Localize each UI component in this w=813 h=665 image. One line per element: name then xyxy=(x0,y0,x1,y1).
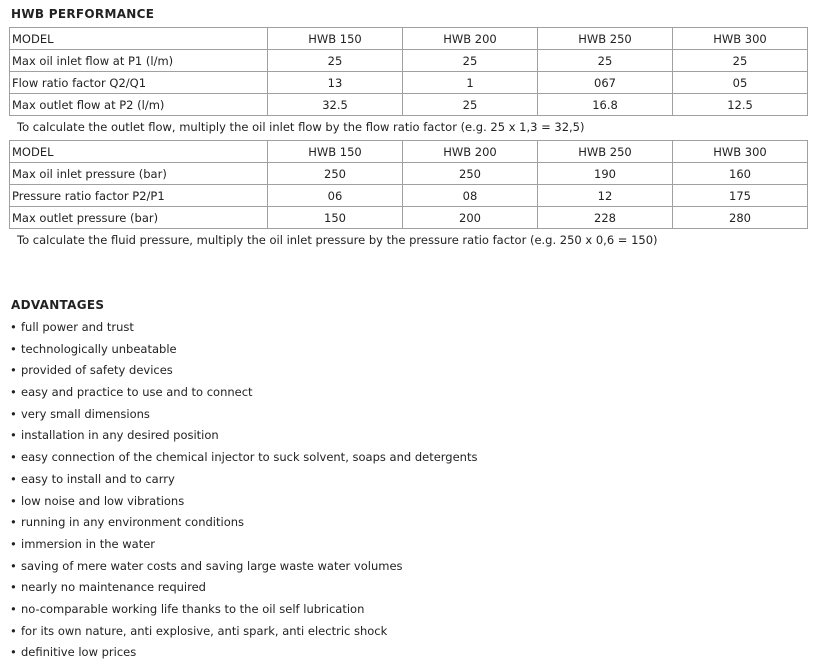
table-cell: 25 xyxy=(268,50,403,72)
table-cell: 06 xyxy=(268,185,403,207)
advantage-text: full power and trust xyxy=(21,320,134,334)
advantage-text: nearly no maintenance required xyxy=(21,580,206,595)
advantages-list xyxy=(10,318,477,665)
advantage-text: no-comparable working life thanks to the oil self lubrication xyxy=(21,601,365,616)
table-header-cell: HWB 150 xyxy=(268,141,403,163)
table-cell: 12.5 xyxy=(673,94,808,116)
table-cell: 067 xyxy=(538,72,673,94)
row-label: Max outlet pressure (bar) xyxy=(10,207,268,229)
row-label: Flow ratio factor Q2/Q1 xyxy=(10,72,268,94)
table-row xyxy=(10,185,808,207)
bullet-icon: • xyxy=(10,320,17,334)
table-cell: 08 xyxy=(403,185,538,207)
bullet-icon: • xyxy=(10,515,17,530)
bullet-icon: • xyxy=(10,493,17,508)
table-header-row xyxy=(10,28,808,50)
list-item xyxy=(10,513,477,535)
row-label: Pressure ratio factor P2/P1 xyxy=(10,185,268,207)
advantages-title: ADVANTAGES xyxy=(11,298,105,312)
list-item xyxy=(10,383,477,405)
table-cell: 25 xyxy=(403,94,538,116)
table-cell: 32.5 xyxy=(268,94,403,116)
table-cell: 25 xyxy=(538,50,673,72)
table-row xyxy=(10,50,808,72)
table-row xyxy=(10,94,808,116)
list-item xyxy=(10,643,477,665)
flow-table xyxy=(9,27,808,116)
table-cell: 175 xyxy=(673,185,808,207)
table-header-cell: HWB 300 xyxy=(673,28,808,50)
flow-note: To calculate the outlet flow, multiply the oil inlet flow by the flow ratio factor (e.g. 25 x 1,3 = 32,5) xyxy=(17,120,585,134)
table-cell: 190 xyxy=(538,163,673,185)
advantage-text: technologically unbeatable xyxy=(21,341,177,356)
advantage-text: installation in any desired position xyxy=(21,428,219,443)
table-header-cell: HWB 250 xyxy=(538,141,673,163)
table-header-cell: HWB 200 xyxy=(403,141,538,163)
table-cell: 150 xyxy=(268,207,403,229)
table-cell: 25 xyxy=(673,50,808,72)
advantage-text: very small dimensions xyxy=(21,406,150,421)
advantage-text: easy connection of the chemical injector to suck solvent, soaps and detergents xyxy=(21,450,478,465)
list-item xyxy=(10,557,477,579)
bullet-icon: • xyxy=(10,428,17,443)
bullet-icon: • xyxy=(10,536,17,551)
bullet-icon: • xyxy=(10,341,17,356)
list-item xyxy=(10,492,477,514)
table-cell: 228 xyxy=(538,207,673,229)
list-item xyxy=(10,535,477,557)
table-header-cell: MODEL xyxy=(10,28,268,50)
list-item xyxy=(10,448,477,470)
advantage-text: definitive low prices xyxy=(21,645,137,660)
table-header-cell: HWB 200 xyxy=(403,28,538,50)
bullet-icon: • xyxy=(10,450,17,465)
table-cell: 250 xyxy=(403,163,538,185)
bullet-icon: • xyxy=(10,580,17,595)
performance-title: HWB PERFORMANCE xyxy=(11,7,155,21)
bullet-icon: • xyxy=(10,385,17,400)
bullet-icon: • xyxy=(10,471,17,486)
list-item xyxy=(10,361,477,383)
table-cell: 13 xyxy=(268,72,403,94)
table-cell: 05 xyxy=(673,72,808,94)
bullet-icon: • xyxy=(10,601,17,616)
row-label: Max oil inlet flow at P1 (l/m) xyxy=(10,50,268,72)
table-header-row xyxy=(10,141,808,163)
pressure-table xyxy=(9,140,808,229)
table-header-cell: MODEL xyxy=(10,141,268,163)
table-cell: 1 xyxy=(403,72,538,94)
advantage-text: easy and practice to use and to connect xyxy=(21,385,253,400)
advantage-text: running in any environment conditions xyxy=(21,515,245,530)
table-header-cell: HWB 150 xyxy=(268,28,403,50)
list-item xyxy=(10,340,477,362)
table-row xyxy=(10,163,808,185)
advantage-text: saving of mere water costs and saving large waste water volumes xyxy=(21,558,403,573)
list-item xyxy=(10,426,477,448)
row-label: Max outlet flow at P2 (l/m) xyxy=(10,94,268,116)
advantage-text: low noise and low vibrations xyxy=(21,493,185,508)
advantage-text: provided of safety devices xyxy=(21,363,173,378)
table-cell: 25 xyxy=(403,50,538,72)
list-item xyxy=(10,622,477,644)
bullet-icon: • xyxy=(10,406,17,421)
table-row xyxy=(10,72,808,94)
table-cell: 160 xyxy=(673,163,808,185)
list-item xyxy=(10,405,477,427)
table-cell: 12 xyxy=(538,185,673,207)
table-cell: 250 xyxy=(268,163,403,185)
advantage-text: easy to install and to carry xyxy=(21,471,175,486)
bullet-icon: • xyxy=(10,623,17,638)
table-row xyxy=(10,207,808,229)
list-item xyxy=(10,600,477,622)
list-item xyxy=(10,318,477,340)
row-label: Max oil inlet pressure (bar) xyxy=(10,163,268,185)
table-cell: 200 xyxy=(403,207,538,229)
table-cell: 280 xyxy=(673,207,808,229)
list-item xyxy=(10,578,477,600)
bullet-icon: • xyxy=(10,558,17,573)
bullet-icon: • xyxy=(10,363,17,378)
advantage-text: immersion in the water xyxy=(21,536,156,551)
table-cell: 16.8 xyxy=(538,94,673,116)
bullet-icon: • xyxy=(10,645,17,660)
table-header-cell: HWB 300 xyxy=(673,141,808,163)
table-header-cell: HWB 250 xyxy=(538,28,673,50)
list-item xyxy=(10,470,477,492)
advantage-text: for its own nature, anti explosive, anti spark, anti electric shock xyxy=(21,623,388,638)
pressure-note: To calculate the fluid pressure, multiply the oil inlet pressure by the pressure ratio factor (e.g. 250 x 0,6 = 150) xyxy=(17,233,658,247)
